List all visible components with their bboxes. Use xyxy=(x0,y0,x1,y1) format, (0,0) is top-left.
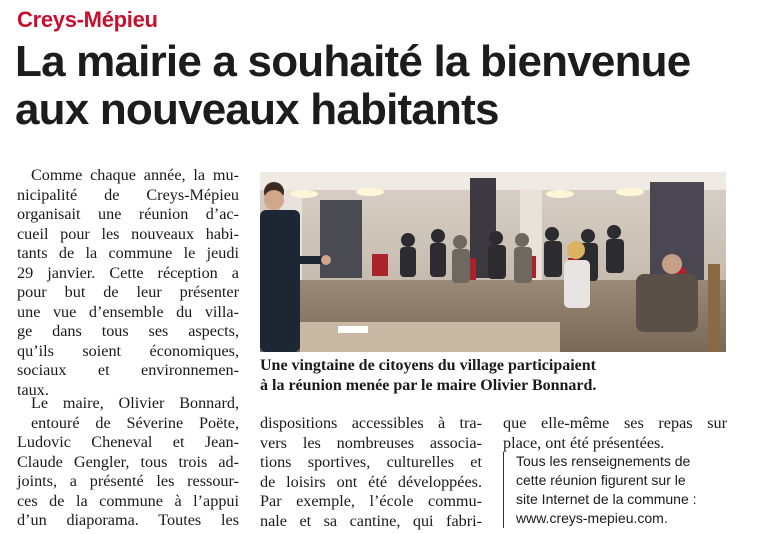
info-box xyxy=(503,452,727,528)
body-line: cueil pour les nouveaux habi- xyxy=(17,224,239,243)
body-line: que elle-même ses repas sur xyxy=(503,414,727,432)
body-line: Claude Gengler, tous trois ad- xyxy=(17,452,239,471)
body-line: Comme chaque année, la mu- xyxy=(31,166,239,184)
body-line: de loisirs ont été développées. xyxy=(260,472,482,491)
body-line: sociaux et environnemen- xyxy=(17,361,239,379)
body-line: une vue d’ensemble du villa- xyxy=(17,302,239,321)
body-line: pour but de leur présenter xyxy=(17,283,239,301)
body-paragraph-2 xyxy=(17,394,239,531)
info-line: cette réunion figurent sur le xyxy=(516,472,686,488)
body-line: joints, a présenté les ressour- xyxy=(17,472,239,490)
body-line: ces de la commune à l’appui xyxy=(17,491,239,510)
body-line: nale et sa cantine, qui fabri- xyxy=(260,511,482,530)
body-line: taux. xyxy=(17,380,49,399)
body-line: Le maire, Olivier Bonnard, xyxy=(31,394,239,412)
body-column-3 xyxy=(503,414,727,453)
body-line: 29 janvier. Cette réception a xyxy=(17,263,239,282)
body-line: ge dans tous ses aspects, xyxy=(17,322,239,340)
body-line: qu’ils soient économiques, xyxy=(17,341,239,360)
body-line: tions sportives, culturelles et xyxy=(260,453,482,471)
body-line: tants de la commune le jeudi xyxy=(17,244,239,262)
headline-line-1: La mairie a souhaité la bienvenue xyxy=(15,37,691,86)
body-line: Ludovic Cheneval et Jean- xyxy=(17,433,239,451)
body-line: place, ont été présentées. xyxy=(503,433,665,452)
info-line: Tous les renseignements de xyxy=(516,453,691,469)
photo-caption xyxy=(260,356,740,396)
body-line: organisait une réunion d’ac- xyxy=(17,205,239,223)
body-line: nicipalité de Creys-Mépieu xyxy=(17,185,239,204)
body-line: d’un diaporama. Toutes les xyxy=(17,511,239,529)
info-website: www.creys-mepieu.com. xyxy=(516,510,668,526)
body-line: vers les nombreuses associa- xyxy=(260,433,482,452)
body-paragraph-1 xyxy=(17,166,239,400)
body-line: Par exemple, l’école commu- xyxy=(260,492,482,510)
body-column-2 xyxy=(260,414,482,531)
article-photo xyxy=(260,172,726,352)
caption-line-1: Une vingtaine de citoyens du village participaient xyxy=(260,357,596,374)
info-line: site Internet de la commune : xyxy=(516,491,697,507)
article-headline xyxy=(15,38,755,134)
section-kicker: Creys-Mépieu xyxy=(17,7,158,32)
body-line: entouré de Séverine Poëte, xyxy=(31,413,239,432)
headline-line-2: aux nouveaux habitants xyxy=(15,85,499,134)
body-line: dispositions accessibles à tra- xyxy=(260,414,482,432)
caption-line-2: à la réunion menée par le maire Olivier Bonnard. xyxy=(260,377,597,394)
